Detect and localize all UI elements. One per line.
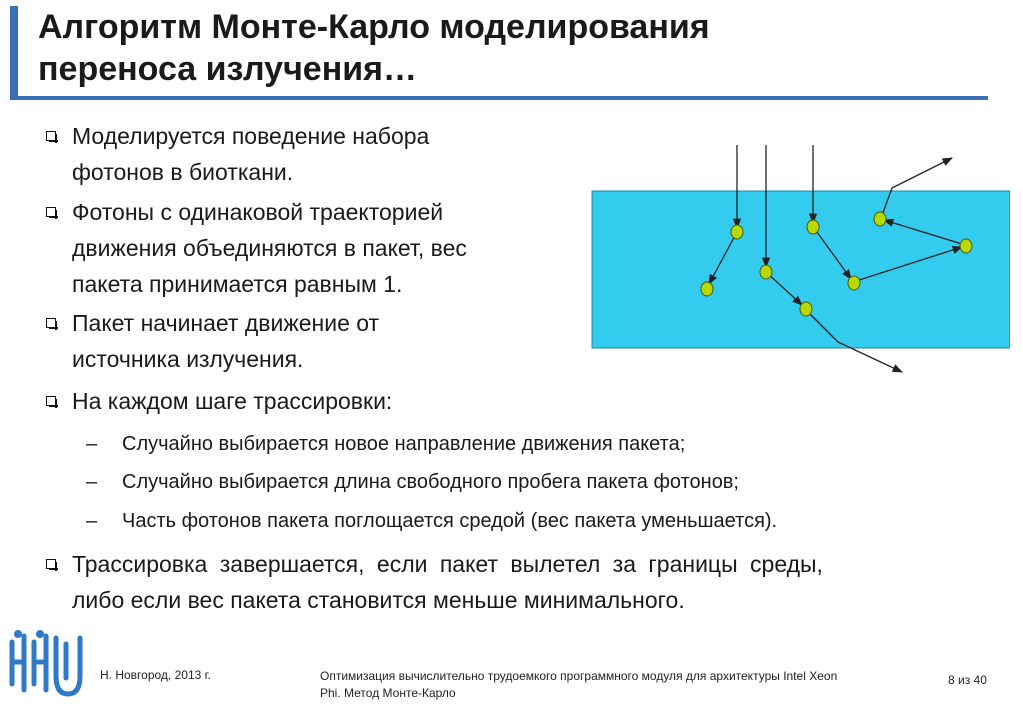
bullet-item xyxy=(72,546,998,618)
bullet-text-line: фотонов в биоткани. xyxy=(72,159,294,185)
bullet-text-line: На каждом шаге трассировки: xyxy=(72,388,393,414)
photon-transport-diagram xyxy=(580,140,1010,385)
page-title-line-1: Алгоритм Монте-Карло моделирования xyxy=(38,8,710,46)
square-bullet-icon xyxy=(46,207,56,217)
bullet-item xyxy=(72,118,429,190)
bullet-item xyxy=(72,194,467,302)
sub-item xyxy=(86,468,739,496)
footer-course xyxy=(320,668,910,702)
bullet-text-line: либо если вес пакета становится меньше минимального. xyxy=(72,587,685,613)
photon-scatter-point xyxy=(701,282,713,296)
square-bullet-icon xyxy=(46,559,56,569)
bullet-item xyxy=(72,383,392,419)
photon-scatter-point xyxy=(960,239,972,253)
sub-item-text: Случайно выбирается новое направление движения пакета; xyxy=(122,433,686,455)
photon-scatter-point xyxy=(874,212,886,226)
bullet-text-line: Пакет начинает движение от xyxy=(72,310,380,336)
sub-item-text: Часть фотонов пакета поглощается средой (вес пакета уменьшается). xyxy=(122,510,778,532)
square-bullet-icon xyxy=(46,318,56,328)
sub-item xyxy=(86,507,778,535)
bullet-text-line: Фотоны с одинаковой траекторией xyxy=(72,199,444,225)
dash-marker: – xyxy=(86,510,98,532)
bullet-text-line: движения объединяются в пакет, вес xyxy=(72,235,467,261)
sub-item xyxy=(86,430,686,458)
tissue-medium xyxy=(592,191,1010,348)
square-bullet-icon xyxy=(46,131,56,141)
photon-scatter-point xyxy=(807,220,819,234)
square-bullet-icon xyxy=(46,396,56,406)
bullet-text-line: источника излучения. xyxy=(72,346,304,372)
bullet-item xyxy=(72,305,379,377)
photon-scatter-point xyxy=(800,302,812,316)
photon-path-segment xyxy=(892,158,952,188)
dash-marker: – xyxy=(86,433,98,455)
photon-scatter-point xyxy=(760,265,772,279)
sub-item-text: Случайно выбирается длина свободного пробега пакета фотонов; xyxy=(122,471,739,493)
bullet-text-line: Моделируется поведение набора xyxy=(72,123,430,149)
page-title-line-2: переноса излучения… xyxy=(38,50,417,88)
footer-course-line: Оптимизация вычислительно трудоемкого программного модуля для архитектуры Intel Xeon xyxy=(320,669,838,683)
dash-marker: – xyxy=(86,471,98,493)
page-number: 8 из 40 xyxy=(948,673,987,687)
bullet-text-line: Трассировка завершается, если пакет вылетел за границы среды, xyxy=(72,551,823,577)
footer-course-line: Phi. Метод Монте-Карло xyxy=(320,686,456,700)
bullet-text-line: пакета принимается равным 1. xyxy=(72,271,403,297)
photon-scatter-point xyxy=(848,276,860,290)
unn-logo-icon xyxy=(4,626,84,706)
footer-city: Н. Новгород, 2013 г. xyxy=(100,668,211,682)
photon-scatter-point xyxy=(731,225,743,239)
